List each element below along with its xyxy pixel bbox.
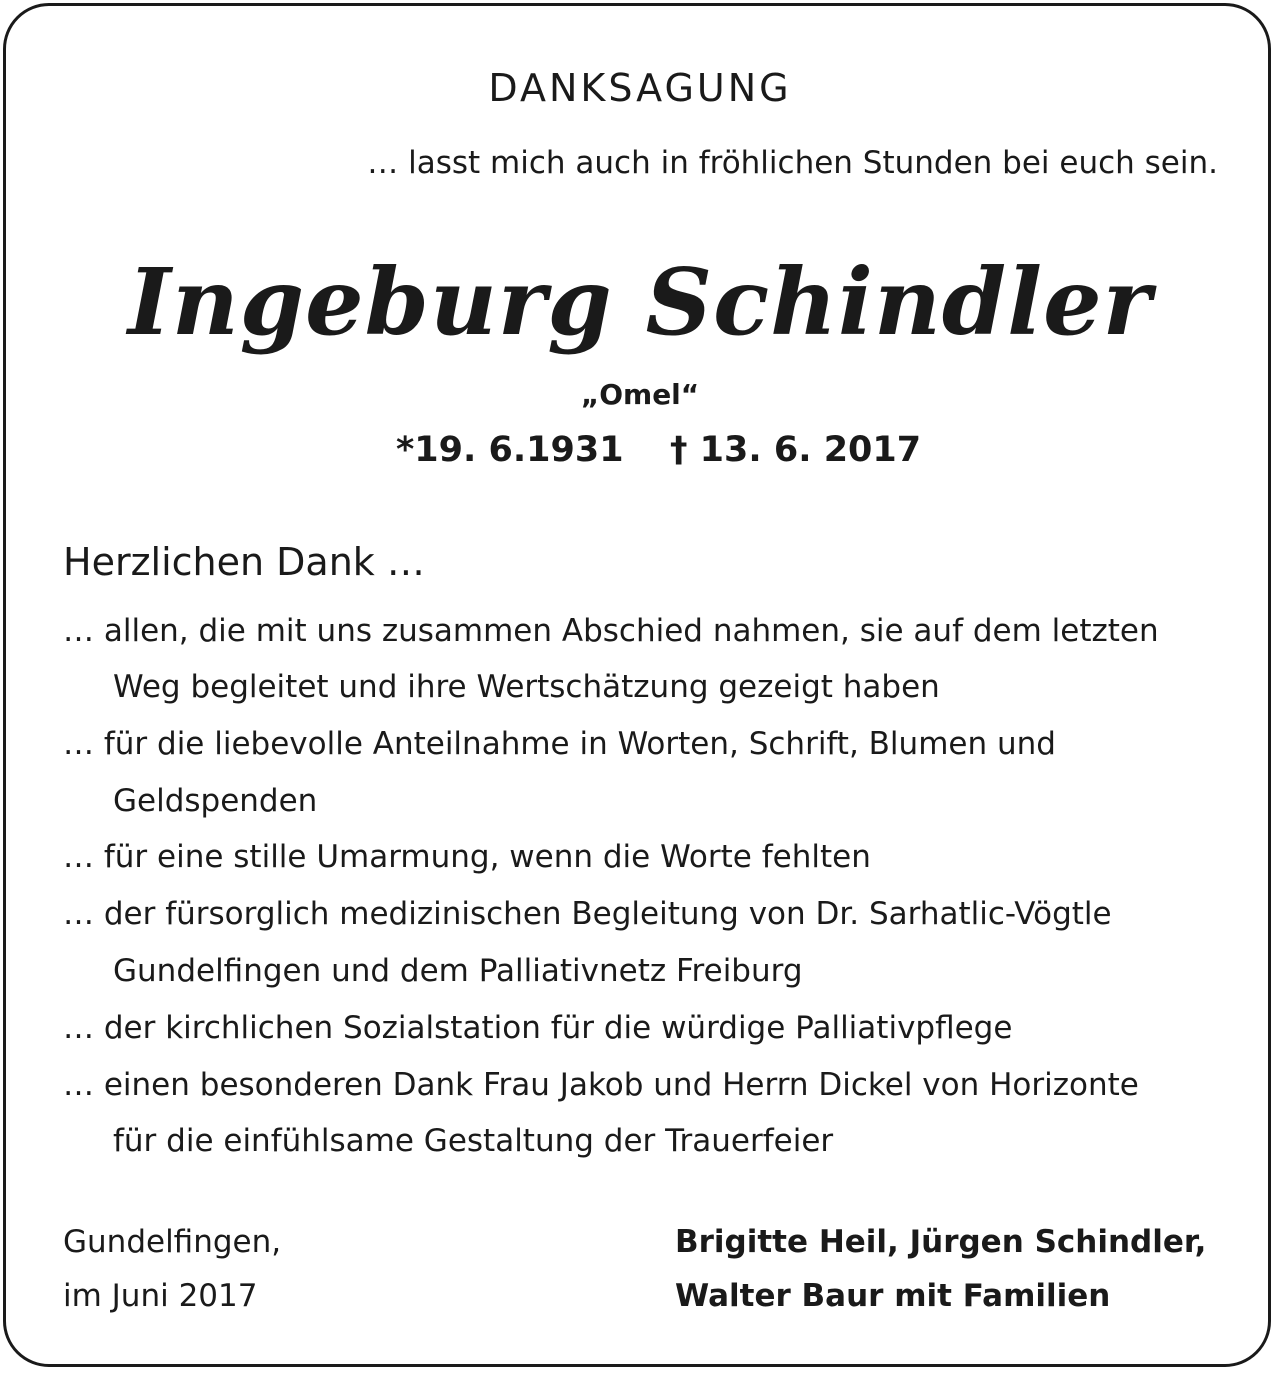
deceased-name: Ingeburg Schindler <box>127 248 1153 356</box>
thanks-line: … der fürsorglich medizinischen Begleitung von Dr. Sarhatlic-Vögtle <box>63 896 1112 932</box>
birth-date: *19. 6.1931 <box>396 430 624 470</box>
thanks-line: … einen besonderen Dank Frau Jakob und Herrn Dickel von Horizonte <box>63 1067 1139 1103</box>
thanks-intro: Herzlichen Dank … <box>63 540 425 584</box>
place-date: im Juni 2017 <box>63 1278 258 1314</box>
thanks-line: … für die liebevolle Anteilnahme in Worten, Schrift, Blumen und <box>63 726 1056 762</box>
nickname: „Omel“ <box>580 378 700 411</box>
motto-quote: … lasst mich auch in fröhlichen Stunden bei euch sein. <box>367 145 1218 181</box>
thanks-line: … für eine stille Umarmung, wenn die Worte fehlten <box>63 839 871 875</box>
thanks-line: Weg begleitet und ihre Wertschätzung gezeigt haben <box>113 669 940 705</box>
thanks-line: für die einfühlsame Gestaltung der Trauerfeier <box>113 1123 834 1159</box>
thanks-line: Geldspenden <box>113 783 318 819</box>
thanks-line: … allen, die mit uns zusammen Abschied nahmen, sie auf dem letzten <box>63 613 1159 649</box>
thanks-line: Gundelfingen und dem Palliativnetz Freiburg <box>113 953 803 989</box>
place-name: Gundelfingen, <box>63 1224 282 1260</box>
thanks-line: … der kirchlichen Sozialstation für die würdige Palliativpflege <box>63 1010 1013 1046</box>
signature-line: Walter Baur mit Familien <box>675 1278 1111 1314</box>
notice-heading: DANKSAGUNG <box>488 66 792 110</box>
signature-line: Brigitte Heil, Jürgen Schindler, <box>675 1224 1207 1260</box>
death-date: † 13. 6. 2017 <box>670 430 922 470</box>
